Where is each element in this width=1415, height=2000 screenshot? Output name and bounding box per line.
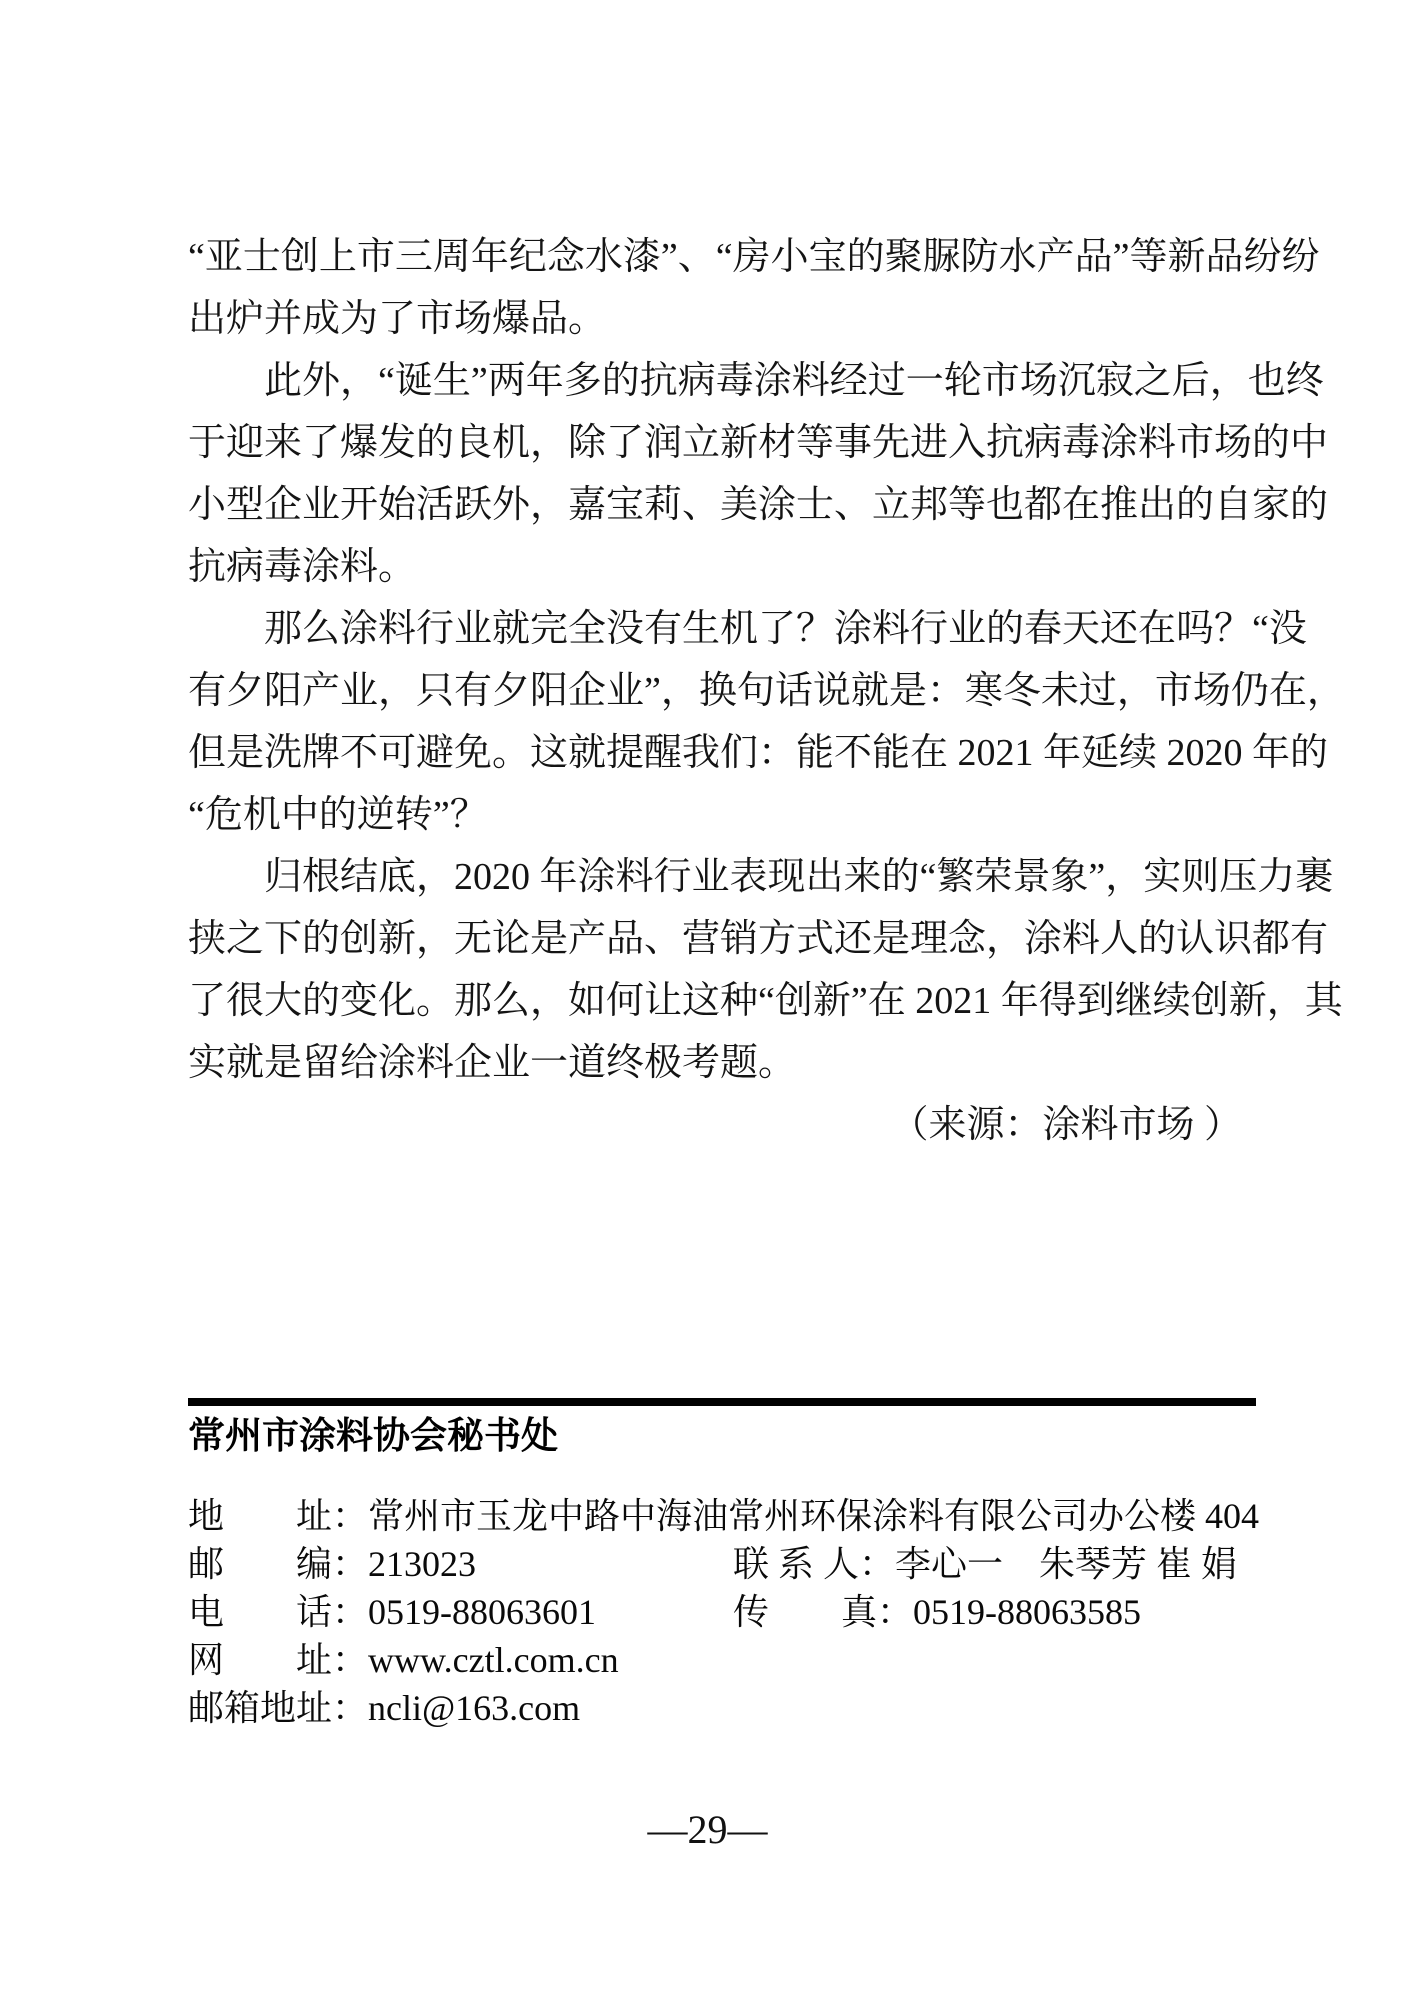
contact-row-phone-fax: [188, 1588, 1256, 1636]
contact-person-label: 联 系 人：: [733, 1544, 896, 1584]
body-line: 出炉并成为了市场爆品。: [188, 298, 607, 340]
body-line: 但是洗牌不可避免。这就提醒我们：能不能在 2021 年延续 2020 年的: [188, 732, 1329, 774]
address-label: 地 址：: [188, 1496, 369, 1536]
contact-row-address: [188, 1492, 1260, 1540]
body-line: 挟之下的创新，无论是产品、营销方式还是理念，涂料人的认识都有: [188, 918, 1329, 960]
source-attribution: （来源：涂料市场 ）: [890, 1104, 1242, 1146]
fax-label: 传 真：: [733, 1592, 914, 1632]
zip-cell: [188, 1540, 733, 1588]
website-value: www.cztl.com.cn: [368, 1640, 619, 1680]
body-line: 那么涂料行业就完全没有生机了？涂料行业的春天还在吗？“没: [264, 608, 1307, 650]
phone-value: 0519-88063601: [368, 1592, 597, 1632]
address-value: 常州市玉龙中路中海油常州环保涂料有限公司办公楼 404: [368, 1496, 1260, 1536]
phone-cell: [188, 1588, 733, 1636]
footer-divider: [188, 1398, 1256, 1406]
page-number: —29—: [647, 1807, 768, 1852]
fax-value: 0519-88063585: [913, 1592, 1142, 1632]
footer-title: 常州市涂料协会秘书处: [188, 1415, 558, 1456]
email-label: 邮箱地址：: [188, 1688, 369, 1728]
body-line: 实就是留给涂料企业一道终极考题。: [188, 1042, 797, 1084]
body-line: “危机中的逆转”？: [188, 794, 488, 836]
contact-person-value: 李心一 朱琴芳 崔 娟: [895, 1544, 1238, 1584]
body-line: 于迎来了爆发的良机，除了润立新材等事先进入抗病毒涂料市场的中: [188, 422, 1329, 464]
contact-row-website: [188, 1636, 1256, 1684]
body-line: 归根结底，2020 年涂料行业表现出来的“繁荣景象”，实则压力裹: [264, 856, 1334, 898]
contact-block: [188, 1492, 1260, 1732]
website-label: 网 址：: [188, 1640, 369, 1680]
fax-cell: [733, 1588, 1256, 1636]
body-line: 有夕阳产业，只有夕阳企业”，换句话说就是：寒冬未过，市场仍在，: [188, 670, 1345, 712]
contact-row-email: [188, 1684, 1256, 1732]
body-line: 此外，“诞生”两年多的抗病毒涂料经过一轮市场沉寂之后，也终: [264, 360, 1324, 402]
contact-row-zip-contact: [188, 1540, 1256, 1588]
body-line: “亚士创上市三周年纪念水漆”、“房小宝的聚脲防水产品”等新品纷纷: [188, 236, 1320, 278]
body-line: 小型企业开始活跃外，嘉宝莉、美涂士、立邦等也都在推出的自家的: [188, 484, 1329, 526]
phone-label: 电 话：: [188, 1592, 369, 1632]
zip-label: 邮 编：: [188, 1544, 369, 1584]
body-line: 抗病毒涂料。: [188, 546, 417, 588]
email-value: ncli@163.com: [368, 1688, 581, 1728]
zip-value: 213023: [368, 1544, 477, 1584]
contact-person-cell: [733, 1540, 1256, 1588]
article-body: [188, 226, 1345, 1156]
body-line: 了很大的变化。那么，如何让这种“创新”在 2021 年得到继续创新，其: [188, 980, 1343, 1022]
